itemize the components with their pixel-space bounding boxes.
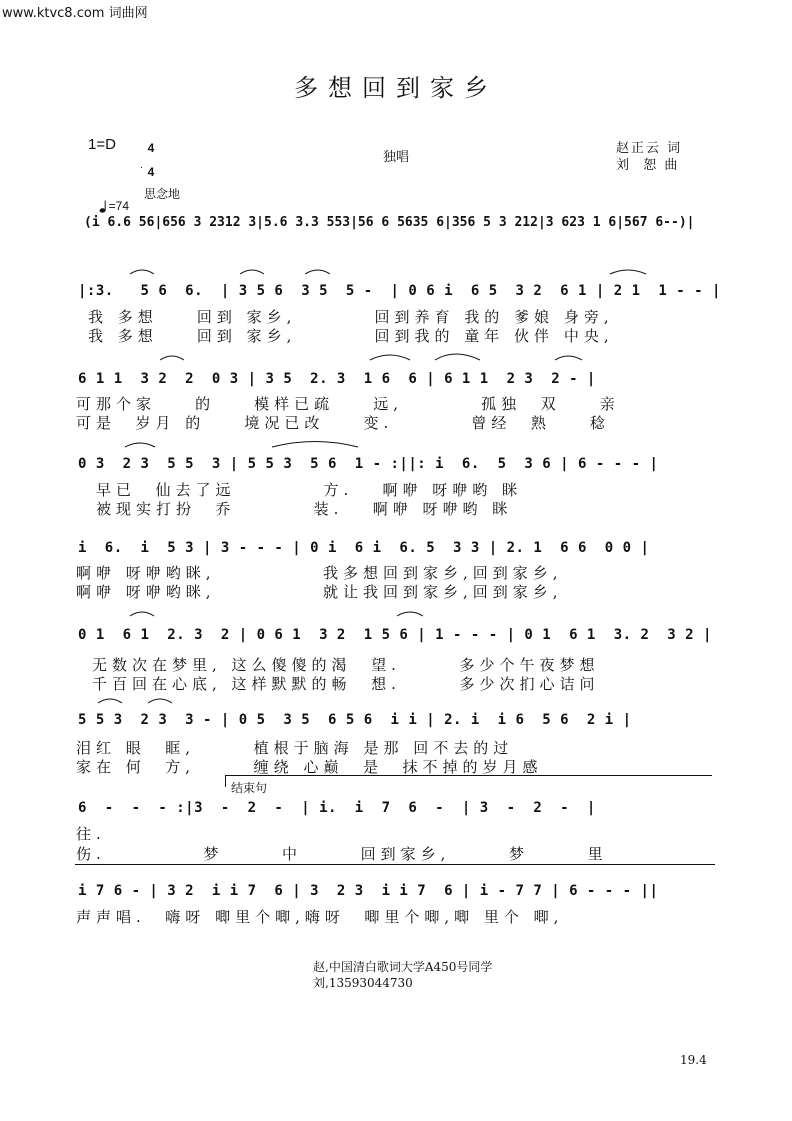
intro-notation: (i 6.6 56|656 3 2312 3|5.6 3.3 553|56 6 5635 6|356 5 3 212|3 623 1 6|567 6--)| [84,215,695,230]
site-watermark: www.ktvc8.com 词曲网 [2,6,148,21]
staff-1-lyrics-verse-1: 我 多想 回到 家乡, 回到养育 我的 爹娘 身旁, [88,308,614,326]
tempo-value: =74 [108,199,130,213]
tempo-marking [92,185,129,213]
staff-7-notation: 6 - - - :|3 - 2 - | i. i 7 6 - | 3 - 2 - | [78,800,596,816]
staff-4-notation: i 6. i 5 3 | 3 - - - | 0 i 6 i 6. 5 3 3 | 2. 1 6 6 0 0 | [78,540,650,556]
time-signature-rule [141,167,142,168]
staff-6-notation: 5 5 3 2 3 3 - | 0 5 3 5 6 5 6 i i | 2. i i 6 5 6 2 i | [78,712,632,728]
quarter-note-icon [99,200,109,213]
staff-7-lyrics-verse-1: 往. [76,825,106,843]
staff-5-lyrics-verse-1: 无数次在梦里, 这么傻傻的渴 望. 多少个午夜梦想 [92,656,600,674]
time-signature [141,130,153,178]
ending-rule [75,864,715,865]
staff-5-notation: 0 1 6 1 2. 3 2 | 0 6 1 3 2 1 5 6 | 1 - - - | 0 1 6 1 3. 2 3 2 | [78,627,712,643]
lyricist-credit: 赵正云 词 [616,141,683,156]
staff-3-notation: 0 3 2 3 5 5 3 | 5 5 3 5 6 1 - :||: i 6. 5 3 6 | 6 - - - | [78,456,659,472]
staff-7-lyrics-verse-2: 伤. 梦 中 回到家乡, 梦 里 [76,845,608,863]
staff-2-lyrics-verse-1: 可那个家 的 模样已疏 远, 孤独 双 亲 [76,395,620,413]
staff-6-lyrics-verse-2: 家在 何 方, 缠绕 心巅 是 抹不掉的岁月感 [76,758,543,776]
staff-1-notation: |:3. 5 6 6. | 3 5 6 3 5 5 - | 0 6 i 6 5 3 2 6 1 | 2 1 1 - - | [78,283,721,299]
staff-4-lyrics-verse-1: 啊咿 呀咿哟眯, 我多想回到家乡,回到家乡, [76,564,563,582]
staff-2-lyrics-verse-2: 可是 岁月 的 境况已改 变. 曾经 熟 稔 [76,414,610,432]
staff-2-notation: 6 1 1 3 2 2 0 3 | 3 5 2. 3 1 6 6 | 6 1 1 2 3 2 - | [78,371,596,387]
page-number: 19.4 [680,1053,707,1067]
key-signature: 1=D [88,136,116,153]
contact-line-2: 刘,13593044730 [313,976,413,990]
staff-8-lyrics: 声声唱. 嗨呀 唧里个唧,嗨呀 唧里个唧,唧 里个 唧, [76,908,564,926]
staff-6-lyrics-verse-1: 泪红 眼 眶, 植根于脑海 是那 回不去的过 [76,739,514,757]
song-title: 多想回到家乡 [294,74,498,102]
staff-8-notation: i 7 6 - | 3 2 i i 7 6 | 3 2 3 i i 7 6 | i - 7 7 | 6 - - - || [78,883,659,899]
composer-credit: 刘 恕 曲 [616,158,680,173]
time-signature-bottom: 4 [147,165,155,179]
staff-3-lyrics-verse-2: 被现实打扮 乔 装. 啊咿 呀咿哟 眯 [96,500,513,518]
coda-bracket [225,775,712,787]
time-signature-top: 4 [147,141,155,155]
performance-type: 独唱 [383,150,410,165]
coda-label: 结束句 [231,781,268,795]
contact-line-1: 赵,中国清白歌词大学A450号同学 [313,960,493,974]
expression-marking: 思念地 [144,187,181,201]
staff-4-lyrics-verse-2: 啊咿 呀咿哟眯, 就让我回到家乡,回到家乡, [76,583,563,601]
staff-3-lyrics-verse-1: 早已 仙去了远 方. 啊咿 呀咿哟 眯 [96,481,523,499]
staff-1-lyrics-verse-2: 我 多想 回到 家乡, 回到我的 童年 伙伴 中央, [88,327,614,345]
staff-5-lyrics-verse-2: 千百回在心底, 这样默默的畅 想. 多少次扪心诘问 [92,675,600,693]
